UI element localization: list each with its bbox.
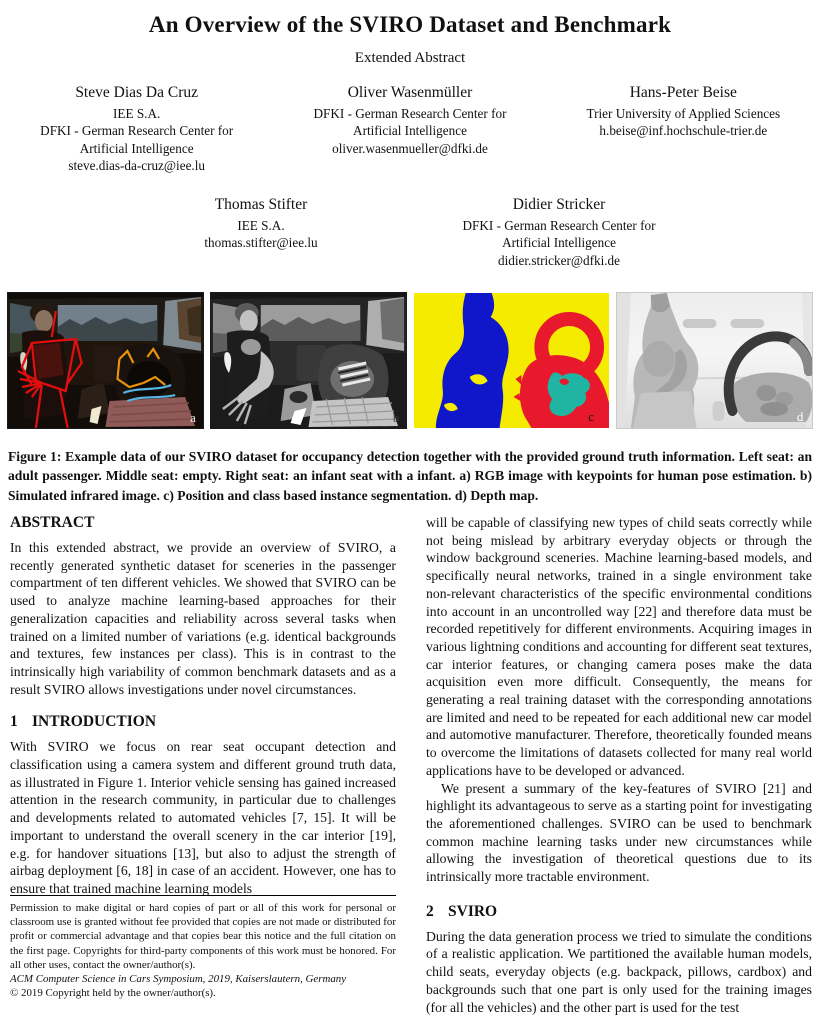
- author-affiliation: Artificial Intelligence: [79, 140, 194, 156]
- figure-panel-a: [8, 293, 203, 428]
- author-hanspeter: [547, 84, 820, 175]
- author-affiliation: IEE S.A.: [237, 218, 285, 233]
- depth-map-image: [617, 293, 812, 428]
- abstract-text: In this extended abstract, we provide an overview of SVIRO, a recently generated synthetic dataset for sceneries in the passenger compartment of ten different vehicles. We showed that SVIRO can be used to analyze machine learning-based approaches for their generalization capacities and reliability across several tasks when trained on a limited number of variations (e.g. identical backgrounds and textures, few instances per class). This is in contrast to the intrinsically high variability of common benchmark datasets and as a result SVIRO allows investigations under novel circumstances.: [10, 540, 396, 697]
- author-block-row2: [140, 196, 680, 269]
- author-affiliation: DFKI - German Research Center for: [462, 218, 656, 233]
- figure-1: [8, 293, 812, 428]
- introduction-text: With SVIRO we focus on rear seat occupant detection and classification using a camera system and different ground truth data, as illustrated in Figure 1. Interior vehicle sensing has gained increased attention in the research community, in particular due to challenges and developments related to automated vehicles [7, 15]. It will be important to understand the overall scenery in the car interior [19], e.g. for handover situations [13], but also to adjust the strength of airbag deployment [6, 18] in case of an accident. However, one has to ensure that trained machine learning models: [10, 739, 396, 896]
- author-affiliation: Trier University of Applied Sciences: [586, 106, 781, 121]
- author-email: steve.dias-da-cruz@iee.lu: [68, 158, 205, 174]
- column2-paragraph-2: We present a summary of the key-features of SVIRO [21] and highlight its advantageous to serve as a starting point for investigating the aforementioned challenges. SVIRO can be used to benchmark common machine learning tasks under new circumstances while allowing the investigation of theoretical questions due to its intrinsically more tractable environment.: [426, 780, 812, 885]
- author-name: Oliver Wasenmüller: [347, 84, 473, 101]
- author-didier: [438, 196, 680, 269]
- abstract-heading: ABSTRACT: [10, 514, 95, 531]
- author-name: Didier Stricker: [512, 196, 606, 213]
- right-column: [426, 514, 812, 1016]
- page-title: An Overview of the SVIRO Dataset and Benchmark: [148, 12, 672, 37]
- author-affiliation: Artificial Intelligence: [502, 235, 616, 251]
- paper-subtitle: Extended Abstract: [354, 50, 466, 66]
- figure-panel-c: [414, 293, 609, 428]
- sviro-heading: [426, 903, 812, 921]
- author-name: Thomas Stifter: [214, 196, 308, 213]
- permission-notice: Permission to make digital or hard copies of part or all of this work for personal or classroom use is granted without fee provided that copies are not made or distributed for profit or commercial advantage and that copies bear this notice and the full citation on the first page. Copyrights for third-party components of this work must be honored. For all other uses, contact the owner/author(s).: [10, 902, 396, 971]
- author-name: Steve Dias Da Cruz: [75, 84, 198, 101]
- infrared-image: [211, 293, 406, 428]
- section-title: INTRODUCTION: [32, 713, 157, 731]
- figure-caption: Figure 1: Example data of our SVIRO dataset for occupancy detection together with the provided ground truth information. Left seat: an adult passenger. Middle seat: empty. Right seat: an infant seat with a infant. a) RGB image with keypoints for human pose estimation. b) Simulated infrared image. c) Position and class based instance segmentation. d) Depth map.: [8, 449, 812, 503]
- author-thomas: [140, 196, 382, 269]
- copyright-line: © 2019 Copyright held by the owner/author(s).: [10, 987, 216, 1000]
- section-number: 1: [10, 713, 18, 731]
- author-steve: [0, 84, 273, 175]
- introduction-heading: [10, 713, 396, 731]
- author-oliver: [273, 84, 546, 175]
- panel-label-c: c: [588, 408, 594, 425]
- panel-label-b: b: [392, 409, 400, 426]
- author-email: h.beise@inf.hochschule-trier.de: [599, 123, 768, 139]
- author-affiliation: DFKI - German Research Center for: [313, 106, 507, 121]
- author-affiliation: Artificial Intelligence: [353, 123, 467, 139]
- column2-paragraph-1: will be capable of classifying new types of child seats correctly while not being mislead by arbitrary everyday objects or through the window background sceneries. Machine learning-based models, and specifically neural networks, trained in a single environment take non-relevant characteristics of the specific environmental conditions into account in an uncontrolled way [22] and therefore data must be recorded repetitively for different environments. Acquiring images in various lightning conditions and accounting for different seat textures, car interior features, or changing camera poses make the data acquisition even more difficult. Consequently, the means for generating a real training dataset with the corresponding annotations are limited and need to be repeated for each additional new car model and automotive manufacturer. Therefore, theoretically founded means to overcome the limitations of datasets collected for many real world applications have to be developed or advanced.: [426, 515, 812, 778]
- section-number: 2: [426, 902, 434, 920]
- panel-label-d: d: [796, 408, 804, 425]
- figure-panel-b: [211, 293, 406, 428]
- author-block-row1: [0, 84, 820, 175]
- author-affiliation: DFKI - German Research Center for: [40, 123, 234, 139]
- author-email: didier.stricker@dfki.de: [497, 252, 620, 268]
- figure-panel-d: [617, 293, 812, 428]
- sviro-text: During the data generation process we tried to simulate the conditions of a realistic application. We partitioned the available human models, child seats, everyday objects (e.g. backpack, pillows, cardbox) and backgrounds such that one part is only used for the training images (for all the vehicles) and the other part is used for the test: [426, 928, 812, 1015]
- author-email: oliver.wasenmueller@dfki.de: [332, 140, 488, 156]
- left-column: [10, 514, 396, 898]
- panel-label-a: a: [190, 409, 196, 426]
- author-email: thomas.stifter@iee.lu: [204, 235, 318, 251]
- section-title: SVIRO: [448, 902, 498, 920]
- author-name: Hans-Peter Beise: [629, 84, 737, 101]
- footnote-block: [10, 895, 396, 1000]
- rgb-keypoints-image: [8, 293, 203, 428]
- segmentation-image: [414, 293, 609, 428]
- venue-line: ACM Computer Science in Cars Symposium, 2019, Kaiserslautern, Germany: [10, 972, 347, 985]
- author-affiliation: IEE S.A.: [113, 106, 161, 121]
